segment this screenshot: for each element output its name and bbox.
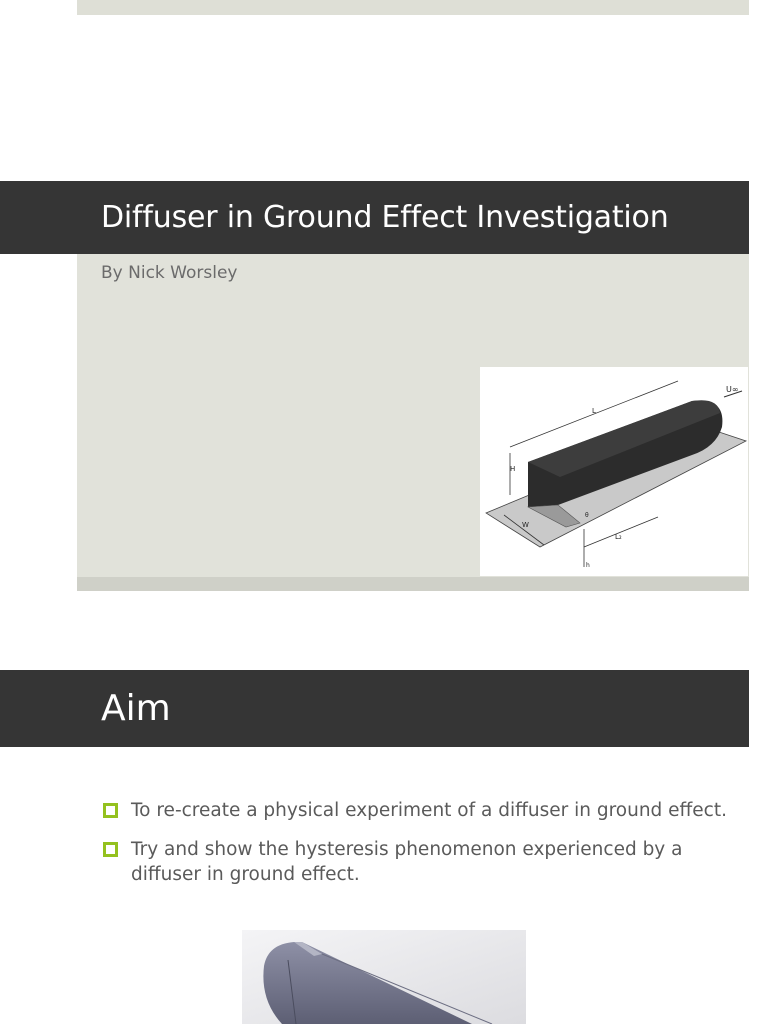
label-angle: θ	[585, 512, 589, 519]
slide2-title: Aim	[101, 688, 171, 729]
diffuser-diagram-svg	[480, 367, 748, 576]
label-ride-height: h	[586, 562, 590, 569]
aim-bullet-item	[103, 837, 743, 887]
label-freestream: U∞	[726, 385, 739, 394]
label-length: L	[592, 407, 596, 415]
slide1-title: Diffuser in Ground Effect Investigation	[101, 200, 669, 235]
slide2-title-band	[0, 670, 749, 747]
aim-bullet-text: To re-create a physical experiment of a diffuser in ground effect.	[131, 800, 727, 821]
model-render-svg	[242, 930, 526, 1024]
dim-line-diffuser	[584, 517, 658, 547]
aim-bullet-item	[103, 798, 743, 823]
diffuser-diagram	[480, 367, 748, 576]
diffuser-model-render	[242, 930, 526, 1024]
slide1-title-band	[0, 181, 749, 254]
square-bullet-icon	[103, 842, 118, 857]
previous-slide-edge	[77, 0, 749, 15]
aim-bullet-text: Try and show the hysteresis phenomenon experienced by a diffuser in ground effect.	[131, 839, 683, 885]
label-width: W	[522, 521, 529, 529]
slide1-subtitle: By Nick Worsley	[101, 263, 238, 283]
label-diffuser-length: L₂	[615, 533, 622, 541]
slide1-footer-strip	[77, 577, 749, 591]
label-height: H	[510, 465, 516, 473]
aim-bullet-list	[103, 798, 743, 901]
square-bullet-icon	[103, 803, 118, 818]
